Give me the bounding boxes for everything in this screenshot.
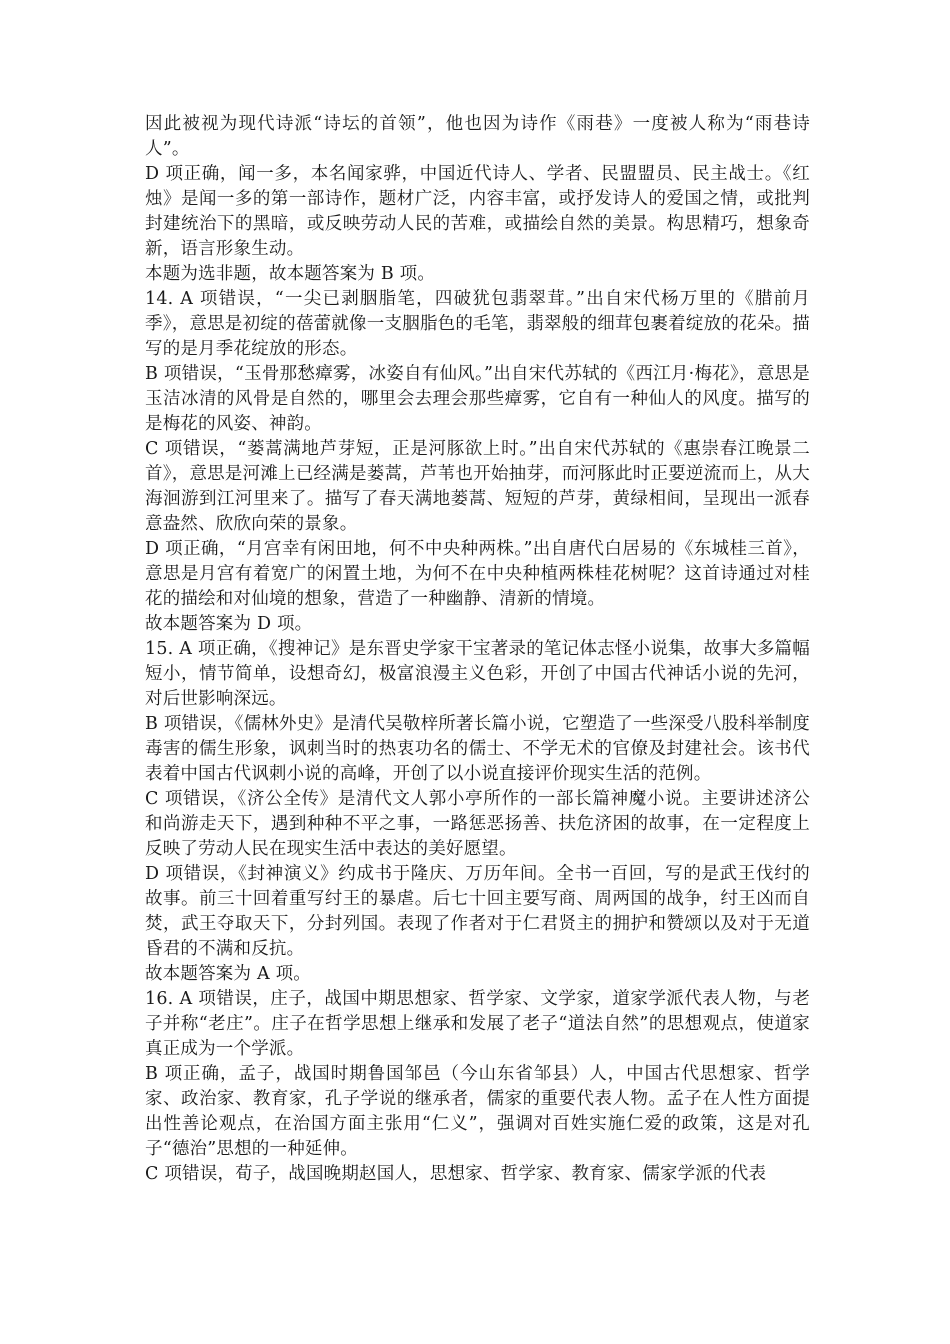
paragraph-13-option-d: D 项正确，闻一多，本名闻家骅，中国近代诗人、学者、民盟盟员、民主战士。《红烛》是闻一多的第一部诗作，题材广泛，内容丰富，或抒发诗人的爱国之情，或批判封建统治下的黑暗，或反映劳动人民的苦难，或描绘自然的美景。构思精巧，想象奇新，语言形象生动。 [145, 164, 810, 259]
paragraph-15-option-a: 15. A 项正确，《搜神记》是东晋史学家干宝著录的笔记体志怪小说集，故事大多篇幅短小，情节简单，设想奇幻，极富浪漫主义色彩，开创了中国古代神话小说的先河，对后世影响深远。 [145, 639, 810, 709]
paragraph-16-option-a: 16. A 项错误，庄子，战国中期思想家、哲学家、文学家，道家学派代表人物，与老子并称“老庄”。庄子在哲学思想上继承和发展了老子“道法自然”的思想观点，使道家真正成为一个学派。 [145, 989, 810, 1059]
paragraph-13-answer: 本题为选非题，故本题答案为 B 项。 [145, 264, 436, 284]
paragraph-14-option-c: C 项错误，“蒌蒿满地芦芽短，正是河豚欲上时。”出自宋代苏轼的《惠崇春江晚景二首》，意思是河滩上已经满是蒌蒿，芦苇也开始抽芽，而河豚此时正要逆流而上，从大海洄游到江河里来了。描写了春天满地蒌蒿、短短的芦芽，黄绿相间，呈现出一派春意盎然、欣欣向荣的景象。 [145, 439, 810, 534]
paragraph-16-option-b: B 项正确，孟子，战国时期鲁国邹邑（今山东省邹县）人，中国古代思想家、哲学家、政治家、教育家，孔子学说的继承者，儒家的重要代表人物。孟子在人性方面提出性善论观点，在治国方面主张用“仁义”，强调对百姓实施仁爱的政策，这是对孔子“德治”思想的一种延伸。 [145, 1064, 810, 1159]
paragraph-16-option-c: C 项错误，荀子，战国晚期赵国人，思想家、哲学家、教育家、儒家学派的代表 [145, 1164, 767, 1184]
paragraph-intro-tail: 因此被视为现代诗派“诗坛的首领”，他也因为诗作《雨巷》一度被人称为“雨巷诗人”。 [145, 114, 810, 159]
paragraph-15-option-c: C 项错误，《济公全传》是清代文人郭小亭所作的一部长篇神魔小说。主要讲述济公和尚游走天下，遇到种种不平之事，一路惩恶扬善、扶危济困的故事，在一定程度上反映了劳动人民在现实生活中表达的美好愿望。 [145, 789, 810, 859]
paragraph-14-answer: 故本题答案为 D 项。 [145, 614, 313, 634]
paragraph-14-option-a: 14. A 项错误，“一尖已剥胭脂笔，四破犹包翡翠茸。”出自宋代杨万里的《腊前月季》，意思是初绽的蓓蕾就像一支胭脂色的毛笔，翡翠般的细茸包裹着绽放的花朵。描写的是月季花绽放的形态。 [145, 289, 810, 359]
paragraph-15-answer: 故本题答案为 A 项。 [145, 964, 311, 984]
paragraph-15-option-d: D 项错误，《封神演义》约成书于隆庆、万历年间。全书一百回，写的是武王伐纣的故事。前三十回着重写纣王的暴虐。后七十回主要写商、周两国的战争，纣王凶而自焚，武王夺取天下，分封列国。表现了作者对于仁君贤主的拥护和赞颂以及对于无道昏君的不满和反抗。 [145, 864, 810, 959]
paragraph-14-option-d: D 项正确，“月宫幸有闲田地，何不中央种两株。”出自唐代白居易的《东城桂三首》，意思是月宫有着宽广的闲置土地，为何不在中央种植两株桂花树呢？这首诗通过对桂花的描绘和对仙境的想象，营造了一种幽静、清新的情境。 [145, 539, 810, 609]
document-body [145, 112, 810, 1187]
paragraph-14-option-b: B 项错误，“玉骨那愁瘴雾，冰姿自有仙风。”出自宋代苏轼的《西江月·梅花》，意思是玉洁冰清的风骨是自然的，哪里会去理会那些瘴雾，它自有一种仙人的风度。描写的是梅花的风姿、神韵。 [145, 364, 810, 434]
paragraph-15-option-b: B 项错误，《儒林外史》是清代吴敬梓所著长篇小说，它塑造了一些深受八股科举制度毒害的儒生形象，讽刺当时的热衷功名的儒士、不学无术的官僚及封建社会。该书代表着中国古代讽刺小说的高峰，开创了以小说直接评价现实生活的范例。 [145, 714, 810, 784]
